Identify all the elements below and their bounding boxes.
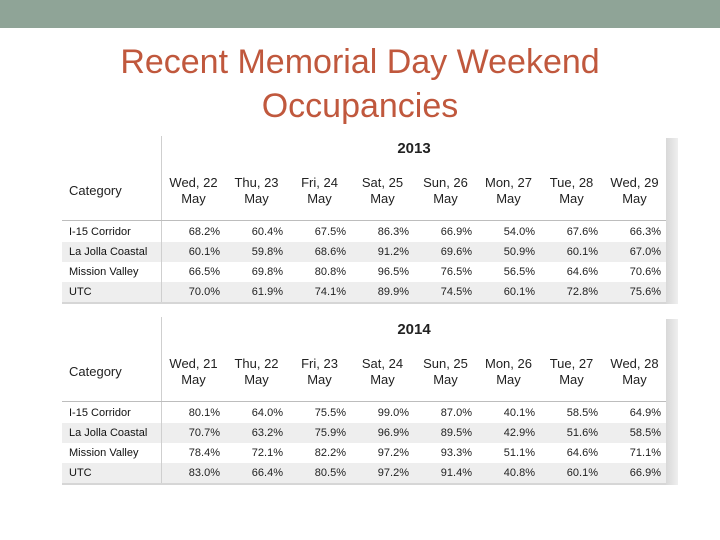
table-year: 2013 (397, 140, 431, 157)
occupancy-value: 70.6% (629, 266, 661, 278)
day-header (288, 356, 351, 388)
table-shadow (666, 138, 678, 304)
occupancy-value: 51.6% (566, 427, 598, 439)
top-bar (0, 0, 720, 28)
category-name: La Jolla Coastal (69, 427, 148, 439)
occupancy-value: 67.6% (566, 226, 598, 238)
occupancy-value: 64.0% (251, 407, 283, 419)
table-body (62, 317, 666, 485)
day-label: Tue, 27 (549, 356, 594, 371)
category-divider (161, 317, 162, 483)
occupancy-value: 69.6% (440, 246, 472, 258)
category-name: Mission Valley (69, 266, 139, 278)
occupancy-value: 60.1% (566, 246, 598, 258)
day-header (162, 175, 225, 207)
day-label: Wed, 22 (169, 175, 218, 190)
occupancy-value: 89.9% (377, 286, 409, 298)
title-line-1: Recent Memorial Day Weekend (120, 43, 600, 81)
day-label: Fri, 24 (301, 175, 338, 190)
day-header (414, 175, 477, 207)
category-header: Category (69, 183, 122, 198)
month-label: May (433, 372, 458, 387)
occupancy-value: 64.6% (566, 447, 598, 459)
table-row (62, 222, 666, 242)
day-label: Wed, 21 (169, 356, 218, 371)
occupancy-value: 59.8% (251, 246, 283, 258)
month-label: May (559, 372, 584, 387)
month-label: May (622, 372, 647, 387)
month-label: May (370, 372, 395, 387)
title-line-2: Occupancies (261, 87, 459, 125)
day-header (414, 356, 477, 388)
occupancy-value: 54.0% (503, 226, 535, 238)
occupancy-value: 60.1% (503, 286, 535, 298)
occupancy-value: 66.3% (629, 226, 661, 238)
day-header (288, 175, 351, 207)
table-shadow (666, 319, 678, 485)
day-label: Mon, 27 (485, 175, 532, 190)
month-label: May (559, 191, 584, 206)
table-row (62, 282, 666, 302)
day-header (225, 175, 288, 207)
day-header (162, 356, 225, 388)
occupancy-value: 72.8% (566, 286, 598, 298)
table-row (62, 423, 666, 443)
month-label: May (244, 372, 269, 387)
occupancy-value: 93.3% (440, 447, 472, 459)
day-header (540, 175, 603, 207)
occupancy-value: 80.1% (188, 407, 220, 419)
occupancy-value: 42.9% (503, 427, 535, 439)
occupancy-value: 61.9% (251, 286, 283, 298)
table-row (62, 463, 666, 483)
occupancy-table-2013 (62, 136, 678, 304)
day-label: Wed, 29 (610, 175, 659, 190)
header-rule (62, 220, 666, 221)
table-row (62, 242, 666, 262)
occupancy-value: 64.9% (629, 407, 661, 419)
day-label: Fri, 23 (301, 356, 338, 371)
occupancy-value: 40.8% (503, 467, 535, 479)
occupancy-value: 89.5% (440, 427, 472, 439)
category-name: Mission Valley (69, 447, 139, 459)
occupancy-value: 91.4% (440, 467, 472, 479)
occupancy-value: 40.1% (503, 407, 535, 419)
occupancy-value: 50.9% (503, 246, 535, 258)
category-name: UTC (69, 286, 92, 298)
occupancy-value: 60.1% (566, 467, 598, 479)
table-body (62, 136, 666, 304)
day-label: Tue, 28 (549, 175, 594, 190)
occupancy-value: 66.5% (188, 266, 220, 278)
occupancy-value: 91.2% (377, 246, 409, 258)
day-label: Sat, 24 (361, 356, 404, 371)
slide-title (0, 40, 720, 128)
occupancy-value: 70.0% (188, 286, 220, 298)
occupancy-value: 67.0% (629, 246, 661, 258)
header-rule (62, 401, 666, 402)
month-label: May (181, 191, 206, 206)
occupancy-value: 68.2% (188, 226, 220, 238)
month-label: May (496, 372, 521, 387)
day-header (603, 175, 666, 207)
day-label: Sat, 25 (361, 175, 404, 190)
occupancy-value: 60.4% (251, 226, 283, 238)
occupancy-value: 97.2% (377, 467, 409, 479)
occupancy-value: 87.0% (440, 407, 472, 419)
occupancy-value: 99.0% (377, 407, 409, 419)
day-label: Thu, 22 (234, 356, 279, 371)
occupancy-value: 72.1% (251, 447, 283, 459)
category-name: UTC (69, 467, 92, 479)
occupancy-value: 74.5% (440, 286, 472, 298)
month-label: May (370, 191, 395, 206)
occupancy-value: 76.5% (440, 266, 472, 278)
month-label: May (622, 191, 647, 206)
occupancy-value: 56.5% (503, 266, 535, 278)
day-label: Sun, 25 (423, 356, 468, 371)
month-label: May (496, 191, 521, 206)
occupancy-value: 78.4% (188, 447, 220, 459)
day-label: Sun, 26 (423, 175, 468, 190)
table-year: 2014 (397, 321, 431, 338)
category-name: La Jolla Coastal (69, 246, 148, 258)
occupancy-value: 69.8% (251, 266, 283, 278)
day-header (225, 356, 288, 388)
day-label: Wed, 28 (610, 356, 659, 371)
occupancy-value: 75.6% (629, 286, 661, 298)
month-label: May (433, 191, 458, 206)
occupancy-value: 58.5% (629, 427, 661, 439)
occupancy-value: 66.9% (440, 226, 472, 238)
day-label: Thu, 23 (234, 175, 279, 190)
table-row (62, 262, 666, 282)
occupancy-value: 82.2% (314, 447, 346, 459)
day-header (603, 356, 666, 388)
occupancy-value: 63.2% (251, 427, 283, 439)
day-header (477, 356, 540, 388)
category-divider (161, 136, 162, 302)
occupancy-value: 75.5% (314, 407, 346, 419)
occupancy-value: 75.9% (314, 427, 346, 439)
occupancy-value: 96.9% (377, 427, 409, 439)
occupancy-value: 66.9% (629, 467, 661, 479)
occupancy-value: 96.5% (377, 266, 409, 278)
day-header (351, 175, 414, 207)
occupancy-value: 86.3% (377, 226, 409, 238)
table-row (62, 403, 666, 423)
occupancy-value: 58.5% (566, 407, 598, 419)
occupancy-value: 51.1% (503, 447, 535, 459)
category-name: I-15 Corridor (69, 226, 131, 238)
occupancy-table-2014 (62, 317, 678, 485)
occupancy-value: 80.8% (314, 266, 346, 278)
day-header (477, 175, 540, 207)
occupancy-value: 83.0% (188, 467, 220, 479)
occupancy-value: 68.6% (314, 246, 346, 258)
day-header (351, 356, 414, 388)
occupancy-value: 60.1% (188, 246, 220, 258)
category-name: I-15 Corridor (69, 407, 131, 419)
occupancy-value: 74.1% (314, 286, 346, 298)
occupancy-value: 80.5% (314, 467, 346, 479)
occupancy-value: 66.4% (251, 467, 283, 479)
occupancy-value: 67.5% (314, 226, 346, 238)
month-label: May (244, 191, 269, 206)
month-label: May (307, 191, 332, 206)
occupancy-value: 70.7% (188, 427, 220, 439)
occupancy-value: 64.6% (566, 266, 598, 278)
occupancy-value: 97.2% (377, 447, 409, 459)
month-label: May (307, 372, 332, 387)
category-header: Category (69, 364, 122, 379)
occupancy-value: 71.1% (629, 447, 661, 459)
month-label: May (181, 372, 206, 387)
day-label: Mon, 26 (485, 356, 532, 371)
table-row (62, 443, 666, 463)
day-header (540, 356, 603, 388)
